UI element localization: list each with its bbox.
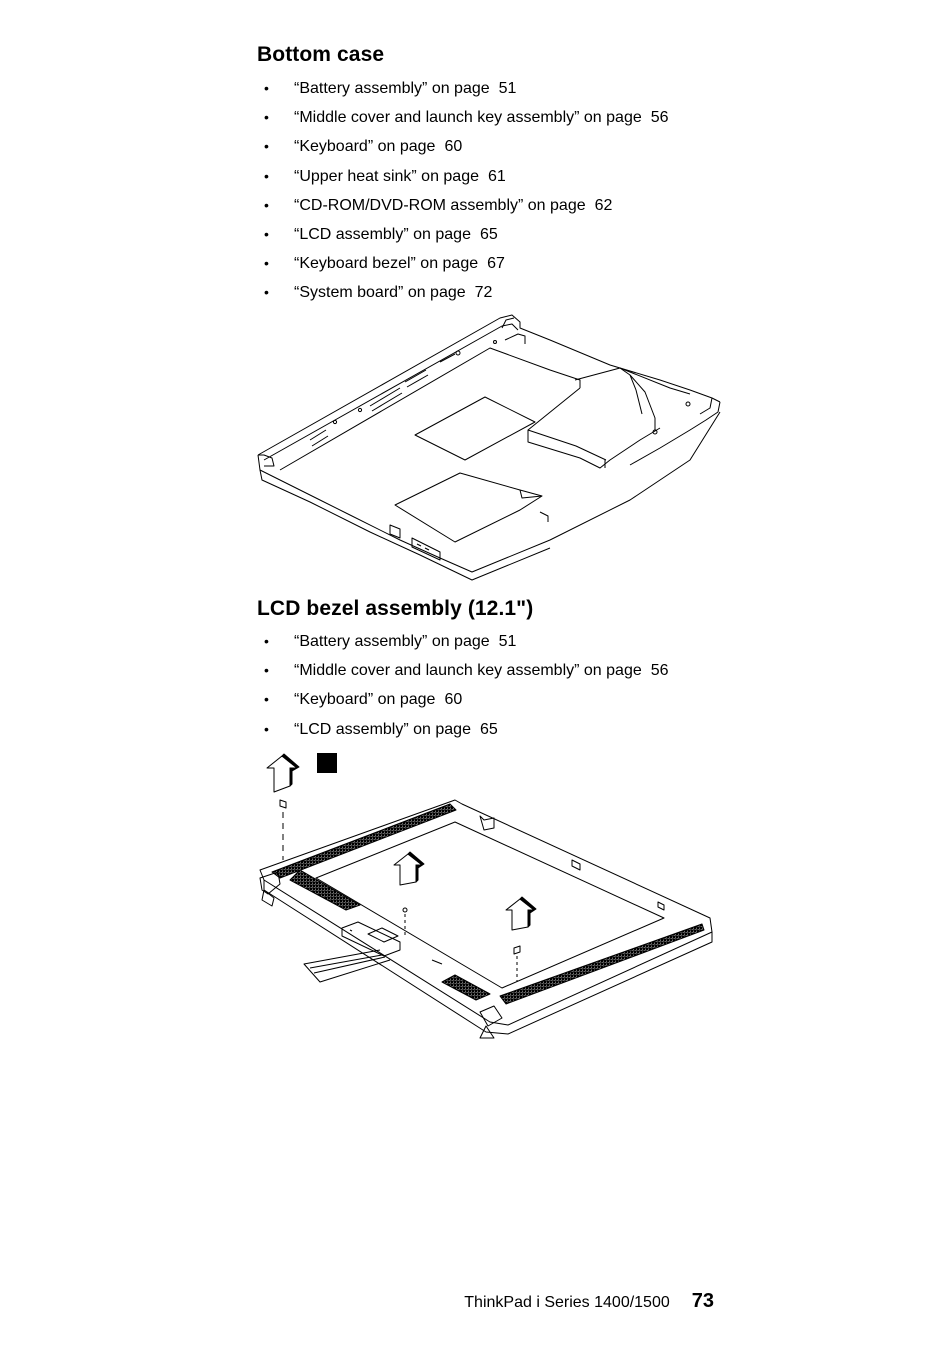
list-item [262, 715, 669, 744]
page-number[interactable]: 62 [594, 196, 613, 214]
bullet-icon: • [264, 284, 269, 301]
section-heading-bottom-case: Bottom case [257, 43, 385, 66]
list-item [262, 103, 669, 132]
bullet-icon: • [264, 109, 269, 126]
page-number[interactable]: 72 [474, 284, 493, 302]
step-marker-icon [317, 753, 337, 773]
list-item [262, 191, 669, 220]
reference-link[interactable]: “Battery assembly” on page [294, 80, 490, 97]
page-number[interactable]: 67 [487, 255, 505, 273]
list-item [262, 132, 669, 161]
lift-arrow-icon [267, 754, 299, 792]
reference-link[interactable]: “LCD assembly” on page [294, 226, 471, 244]
page-number[interactable]: 56 [650, 662, 669, 680]
list-item [262, 74, 669, 103]
bullet-icon: • [264, 80, 269, 96]
list-item [262, 220, 669, 249]
page-number-footer: 73 [691, 1290, 714, 1312]
page-footer [420, 1290, 714, 1313]
reference-link[interactable]: “CD-ROM/DVD-ROM assembly” on page [294, 196, 586, 214]
bottom-case-reference-list [262, 74, 669, 308]
reference-link[interactable]: “Keyboard” on page [294, 138, 436, 156]
reference-link[interactable]: “System board” on page [294, 284, 466, 302]
bullet-icon: • [264, 255, 269, 272]
list-item [262, 656, 669, 685]
list-item [262, 162, 669, 191]
reference-link[interactable]: “LCD assembly” on page [294, 720, 471, 738]
page-number[interactable]: 51 [498, 80, 517, 97]
list-item [262, 249, 669, 278]
bullet-icon: • [264, 138, 269, 155]
section-heading-lcd-bezel-assembly: LCD bezel assembly (12.1") [257, 597, 534, 620]
page-number[interactable]: 65 [479, 720, 498, 738]
bottom-case-illustration [250, 310, 730, 585]
page-number[interactable]: 60 [444, 138, 463, 156]
page-number[interactable]: 51 [498, 633, 517, 650]
reference-link[interactable]: “Keyboard” on page [294, 691, 436, 709]
reference-link[interactable]: “Keyboard bezel” on page [294, 255, 479, 273]
bullet-icon: • [264, 167, 269, 184]
bullet-icon: • [264, 662, 269, 679]
reference-link[interactable]: “Battery assembly” on page [294, 633, 490, 650]
bullet-icon: • [264, 196, 269, 213]
page-number[interactable]: 61 [488, 167, 506, 185]
lcd-bezel-illustration [250, 750, 730, 1040]
footer-title: ThinkPad i Series 1400/1500 [464, 1294, 670, 1311]
page-number[interactable]: 65 [479, 226, 498, 244]
reference-link[interactable]: “Middle cover and launch key assembly” on page [294, 662, 642, 680]
bullet-icon: • [264, 226, 269, 243]
bullet-icon: • [264, 720, 269, 737]
reference-link[interactable]: “Middle cover and launch key assembly” on page [294, 109, 642, 127]
list-item [262, 685, 669, 714]
page-number[interactable]: 56 [650, 109, 669, 127]
bullet-icon: • [264, 633, 269, 649]
list-item [262, 278, 669, 307]
lift-arrow-icon [394, 852, 424, 885]
reference-link[interactable]: “Upper heat sink” on page [294, 167, 479, 185]
page-number[interactable]: 60 [444, 691, 463, 709]
lcd-bezel-reference-list [262, 627, 669, 744]
bullet-icon: • [264, 691, 269, 708]
lift-arrow-icon [506, 897, 536, 930]
list-item [262, 627, 669, 656]
